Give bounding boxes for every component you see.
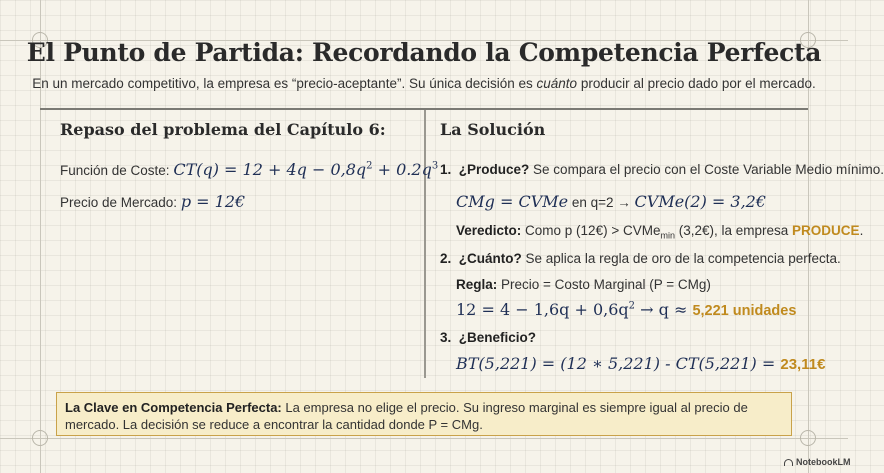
verdict-line: Veredicto: Como p (12€) > CVMe$_{min}$ (3,2€), la empresa PRODUCE. bbox=[456, 223, 864, 241]
column-divider bbox=[424, 110, 426, 378]
right-panel-title: La Solución bbox=[440, 120, 546, 139]
notebooklm-badge: NotebookLM bbox=[784, 457, 851, 467]
step-1-math: CMg = CVMe en q=2 → CVMe(2) = 3,2€ bbox=[456, 192, 767, 211]
price-formula: p = 12€ bbox=[180, 192, 246, 211]
frame-guide-bottom bbox=[0, 438, 848, 439]
market-price-line: Precio de Mercado: p = 12€ bbox=[60, 192, 246, 211]
key-takeaway-box: La Clave en Competencia Perfecta: La empresa no elige el precio. Su ingreso marginal es siempre igual al precio de mercado. La decisión se reduce a encontrar la cantidad donde P = CMg. bbox=[56, 392, 792, 436]
corner-crosshair-icon bbox=[32, 430, 48, 446]
notebooklm-logo-icon bbox=[784, 459, 793, 466]
step-1-heading: 1. ¿Produce? Se compara el precio con el Coste Variable Medio mínimo. bbox=[440, 162, 884, 177]
page-subtitle: En un mercado competitivo, la empresa es “precio-aceptante”. Su única decisión es cuánto producir al precio dado por el mercado. bbox=[32, 76, 816, 91]
step-2-heading: 2. ¿Cuánto? Se aplica la regla de oro de la competencia perfecta. bbox=[440, 251, 841, 266]
cost-formula: $CT(q) = 12 + 4q - 0,8q^2 + 0.2q^3$ bbox=[173, 160, 439, 179]
corner-crosshair-icon bbox=[800, 430, 816, 446]
step-2-math: $12 = 4 - 1,6q + 0,6q^2 \to q \approx 5,221$ unidades bbox=[456, 300, 797, 319]
left-panel-title: Repaso del problema del Capítulo 6: bbox=[60, 120, 386, 139]
page-title: El Punto de Partida: Recordando la Competencia Perfecta bbox=[26, 38, 822, 67]
frame-guide-left bbox=[40, 0, 41, 473]
step-3-heading: 3. ¿Beneficio? bbox=[440, 330, 537, 345]
rule-line: Regla: Precio = Costo Marginal (P = CMg) bbox=[456, 277, 711, 292]
cost-function-line: Función de Coste: $CT(q) = 12 + 4q - 0,8q^2 + 0.2q^3$ bbox=[60, 160, 439, 179]
step-3-math: BT(5,221) = (12 ∗ 5,221) - CT(5,221) = 23,11€ bbox=[456, 354, 826, 373]
